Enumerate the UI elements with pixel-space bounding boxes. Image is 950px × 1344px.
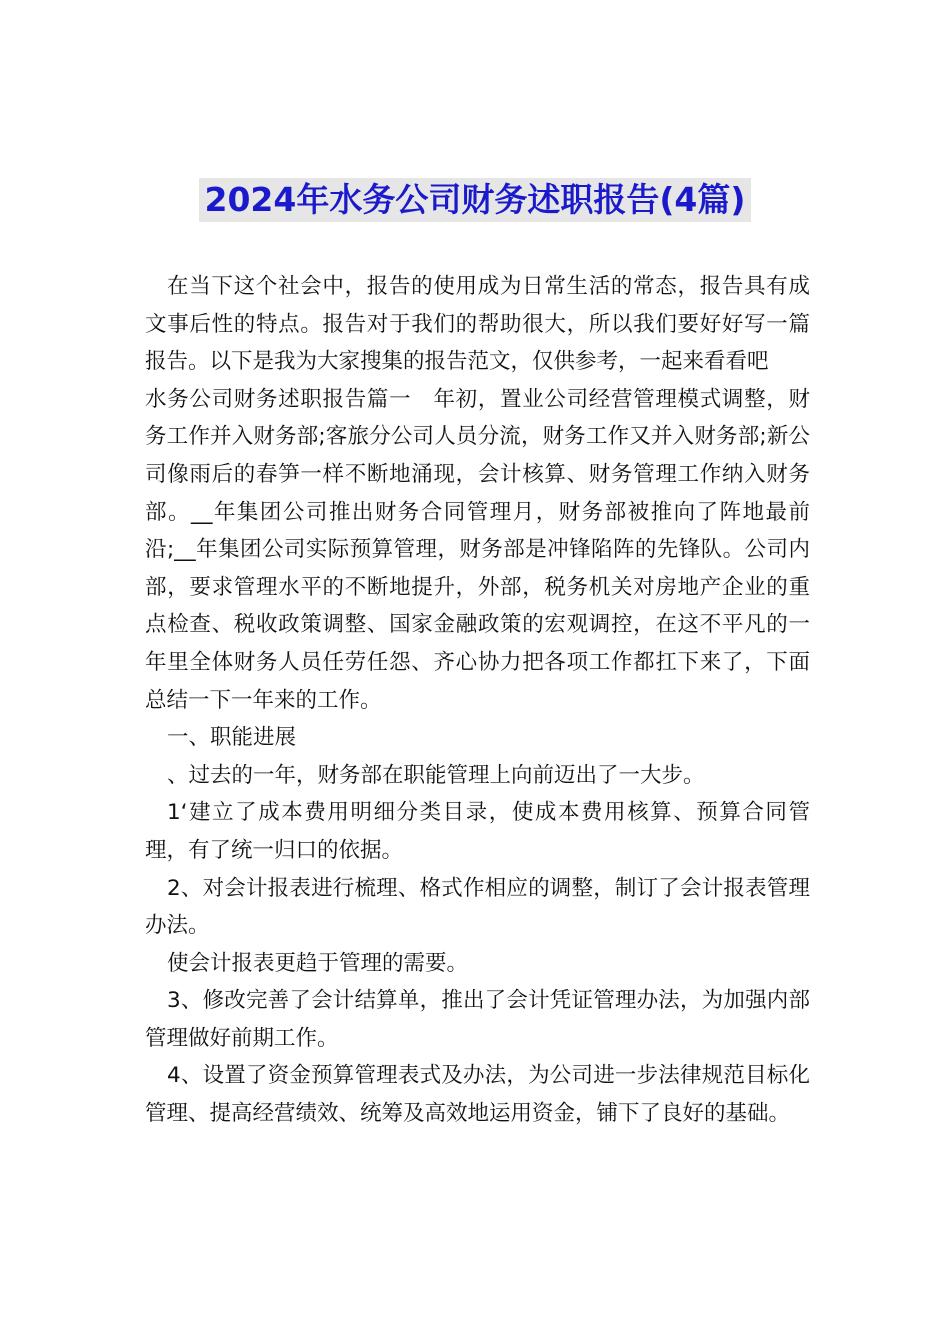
paragraph-past-year: 、过去的一年，财务部在职能管理上向前迈出了一大步。: [167, 762, 705, 788]
list-item-4: 4、设置了资金预算管理表式及办法，为公司进一步法律规范目标化管理、提高经营绩效、统筹及高效地运用资金，铺下了良好的基础。: [145, 1063, 810, 1127]
list-item-1: 1‘建立了成本费用明细分类目录，使成本费用核算、预算合同管理，有了统一归口的依据。: [145, 800, 810, 863]
paragraph-reports-needs: 使会计报表更趋于管理的需要。: [167, 950, 469, 976]
title-container: [0, 178, 950, 222]
paragraph-report-one: 水务公司财务述职报告篇一 年初，置业公司经营管理模式调整，财务工作并入财务部;客旅分公司人员分流，财务工作又并入财务部;新公司像雨后的春笋一样不断地涌现，会计核算、财务管理工作纳入财务部。__年集团公司推出财务合同管理月，财务部被推向了阵地最前沿;__年集团公司实际预算管理，财务部是冲锋陷阵的先锋队。公司内部，要求管理水平的不断地提升，外部，税务机关对房地产企业的重点检查、税收政策调整、国家金融政策的宏观调控，在这不平凡的一年里全体财务人员任劳任怨、齐心协力把各项工作都扛下来了，下面总结一下一年来的工作。: [145, 386, 810, 713]
document-body: [145, 268, 810, 1133]
list-item-3: 3、修改完善了会计结算单，推出了会计凭证管理办法，为加强内部管理做好前期工作。: [145, 988, 810, 1051]
paragraph-intro: 在当下这个社会中，报告的使用成为日常生活的常态，报告具有成文事后性的特点。报告对于我们的帮助很大，所以我们要好好写一篇报告。以下是我为大家搜集的报告范文，仅供参考，一起来看看吧: [145, 274, 810, 375]
document-title: 2024年水务公司财务述职报告(4篇): [199, 178, 752, 222]
list-item-2: 2、对会计报表进行梳理、格式作相应的调整，制订了会计报表管理办法。: [145, 875, 810, 939]
section-heading-functions: 一、职能进展: [167, 725, 297, 751]
